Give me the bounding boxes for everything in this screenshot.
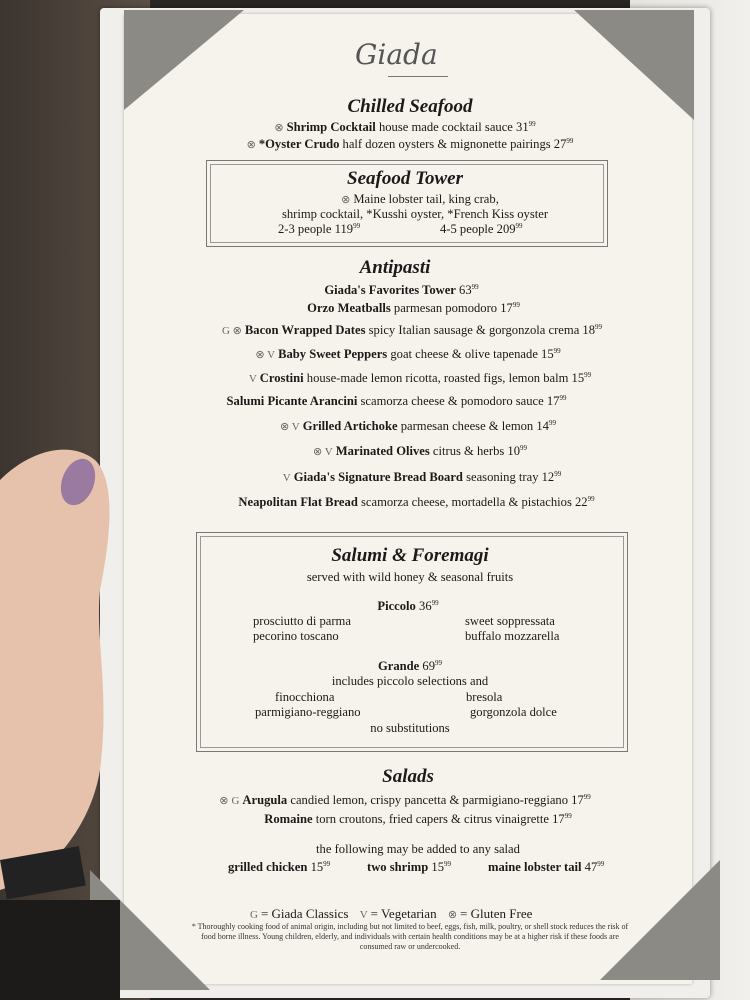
item-cents: 99 xyxy=(554,470,562,478)
legend-vegetarian: = Vegetarian xyxy=(370,906,437,921)
antipasti-item xyxy=(280,419,556,434)
item-desc: half dozen oysters & mignonette pairings 27 xyxy=(339,137,567,151)
price-cents: 99 xyxy=(515,222,523,230)
price-text: 2-3 people 119 xyxy=(278,222,354,236)
grande-right-2: gorgonzola dolce xyxy=(470,705,557,719)
tower-price-large xyxy=(440,222,523,237)
item-desc: house-made lemon ricotta, roasted figs, lemon balm 15 xyxy=(303,371,585,385)
grande-left-1: finocchiona xyxy=(275,690,335,704)
legend xyxy=(250,906,532,922)
antipasti-item xyxy=(321,283,478,298)
item-name: Neapolitan Flat Bread xyxy=(238,495,358,509)
item-cents: 99 xyxy=(548,419,556,427)
item-name: Bacon Wrapped Dates xyxy=(244,323,366,337)
hand-holding-menu xyxy=(0,440,120,1000)
addon-price: 15 xyxy=(310,860,324,874)
diet-icons: G ⊗ xyxy=(221,325,242,337)
grande-left-2: parmigiano-reggiano xyxy=(255,705,361,719)
addon-lobster-tail xyxy=(488,860,604,875)
addon-cents: 99 xyxy=(443,860,451,868)
antipasti-item xyxy=(283,470,561,485)
section-title-antipasti: Antipasti xyxy=(359,257,431,278)
item-name: Shrimp Cocktail xyxy=(286,120,376,134)
item-desc: parmesan pomodoro 17 xyxy=(390,301,513,315)
menu-item-oyster-crudo xyxy=(247,137,574,152)
item-name: Baby Sweet Peppers xyxy=(278,347,388,361)
item-desc: goat cheese & olive tapenade 15 xyxy=(387,347,554,361)
diet-icons: ⊗ V xyxy=(312,446,333,458)
grande-heading xyxy=(378,659,442,674)
item-cents: 99 xyxy=(512,301,520,309)
gluten-free-icon: ⊗ xyxy=(274,122,284,134)
piccolo-cents: 99 xyxy=(431,599,439,607)
addon-two-shrimp xyxy=(367,860,451,875)
vegetarian-icon: V xyxy=(359,909,368,921)
item-cents: 99 xyxy=(471,283,479,291)
grande-label: Grande xyxy=(377,659,420,673)
item-desc: seasoning tray 12 xyxy=(462,470,555,484)
item-name: Salumi Picante Arancini xyxy=(226,394,358,408)
gluten-free-icon: ⊗ xyxy=(447,909,458,921)
item-desc: 63 xyxy=(455,283,472,297)
antipasti-item xyxy=(255,347,560,362)
section-title-salumi: Salumi & Foremagi xyxy=(331,545,489,566)
item-cents: 99 xyxy=(587,495,595,503)
addon-name: maine lobster tail xyxy=(488,860,582,874)
item-cents: 99 xyxy=(584,371,592,379)
addon-price: 47 xyxy=(584,860,598,874)
item-desc: house made cocktail sauce 31 xyxy=(375,120,529,134)
item-desc: scamorza cheese, mortadella & pistachios 22 xyxy=(357,495,588,509)
gluten-free-icon: ⊗ xyxy=(246,139,256,151)
addon-price: 15 xyxy=(431,860,444,874)
item-name: Romaine xyxy=(264,812,313,826)
antipasti-item xyxy=(313,444,527,459)
menu-item-romaine xyxy=(264,812,571,827)
piccolo-left-2: pecorino toscano xyxy=(253,629,339,643)
piccolo-right-2: buffalo mozzarella xyxy=(465,629,560,643)
legend-classics: = Giada Classics xyxy=(260,906,349,921)
item-cents: 99 xyxy=(566,137,574,145)
giada-logo xyxy=(355,38,438,71)
piccolo-price: 36 xyxy=(419,599,432,613)
piccolo-label: Piccolo xyxy=(377,599,416,613)
grande-note: no substitutions xyxy=(370,721,450,735)
addon-cents: 99 xyxy=(597,860,605,868)
item-name: Crostini xyxy=(259,371,304,385)
item-desc: torn croutons, fried capers & citrus vinaigrette 17 xyxy=(312,812,565,826)
addon-name: grilled chicken xyxy=(228,860,308,874)
logo-underline xyxy=(388,76,448,77)
gluten-free-icon: ⊗ xyxy=(219,795,229,807)
antipasti-item xyxy=(222,323,602,338)
logo-text: Giada xyxy=(355,38,438,71)
tower-line-1-text: Maine lobster tail, king crab, xyxy=(353,192,499,206)
piccolo-heading xyxy=(377,599,438,614)
item-cents: 99 xyxy=(583,793,591,801)
grande-price: 69 xyxy=(422,659,436,673)
item-name: Arugula xyxy=(242,793,288,807)
price-text: 4-5 people 209 xyxy=(440,222,516,236)
item-cents: 99 xyxy=(564,812,572,820)
grande-line: includes piccolo selections and xyxy=(331,674,489,688)
legend-gluten-free: = Gluten Free xyxy=(460,906,533,921)
antipasti-item xyxy=(304,301,520,316)
addon-grilled-chicken xyxy=(228,860,330,875)
item-desc: scamorza cheese & pomodoro sauce 17 xyxy=(357,394,560,408)
item-name: Orzo Meatballs xyxy=(307,301,391,315)
diet-icons: V xyxy=(248,373,257,385)
item-name: Giada's Signature Bread Board xyxy=(293,470,463,484)
salad-addon-note: the following may be added to any salad xyxy=(316,842,520,856)
diet-icons: ⊗ V xyxy=(255,349,276,361)
addon-name: two shrimp xyxy=(367,860,429,874)
diet-icons: ⊗ V xyxy=(280,421,300,433)
item-desc: spicy Italian sausage & gorgonzola crema 18 xyxy=(365,323,596,337)
tower-line-1 xyxy=(341,192,499,207)
piccolo-left-1: prosciutto di parma xyxy=(253,614,351,628)
salumi-subtitle: served with wild honey & seasonal fruits xyxy=(306,570,514,584)
item-name: Grilled Artichoke xyxy=(302,419,398,433)
corner-tab-top-left xyxy=(124,10,244,130)
section-title-chilled-seafood: Chilled Seafood xyxy=(347,96,473,117)
item-cents: 99 xyxy=(528,120,536,128)
section-title-salads: Salads xyxy=(382,766,434,787)
section-title-seafood-tower: Seafood Tower xyxy=(347,168,463,189)
gluten-free-icon: ⊗ xyxy=(341,194,351,206)
item-desc: parmesan cheese & lemon 14 xyxy=(397,419,549,433)
tower-line-2: shrimp cocktail, *Kusshi oyster, *French Kiss oyster xyxy=(281,207,549,221)
item-cents: 99 xyxy=(520,444,528,452)
corner-tab-bottom-right xyxy=(600,860,720,980)
antipasti-item xyxy=(235,495,594,510)
diet-icons: V xyxy=(282,472,291,484)
corner-tab-top-right xyxy=(574,10,694,130)
item-name: *Oyster Crudo xyxy=(258,137,340,151)
antipasti-item xyxy=(249,371,591,386)
item-cents: 99 xyxy=(553,347,561,355)
antipasti-item xyxy=(224,394,567,409)
item-cents: 99 xyxy=(559,394,567,402)
grande-right-1: bresola xyxy=(466,690,503,704)
addon-cents: 99 xyxy=(323,860,331,868)
item-name: Marinated Olives xyxy=(335,444,430,458)
grande-cents: 99 xyxy=(435,659,443,667)
item-desc: candied lemon, crispy pancetta & parmigiano-reggiano 17 xyxy=(287,793,584,807)
item-desc: citrus & herbs 10 xyxy=(429,444,521,458)
menu-item-shrimp-cocktail xyxy=(274,120,535,135)
item-name: Giada's Favorites Tower xyxy=(324,283,456,297)
tower-price-small xyxy=(278,222,360,237)
price-cents: 99 xyxy=(353,222,361,230)
disclaimer: * Thoroughly cooking food of animal origin, including but not limited to beef, eggs, fish, milk, poultry, or shell stock reduces the risk of food borne illness. Young children, elderly, and individuals with certain health conditions may be at a higher risk if these foods are consumed raw or undercooked. xyxy=(191,922,629,951)
piccolo-right-1: sweet soppressata xyxy=(465,614,555,628)
giada-classic-icon: G xyxy=(231,795,240,807)
item-cents: 99 xyxy=(595,323,603,331)
giada-classic-icon: G xyxy=(250,909,258,921)
menu-item-arugula xyxy=(219,793,591,808)
